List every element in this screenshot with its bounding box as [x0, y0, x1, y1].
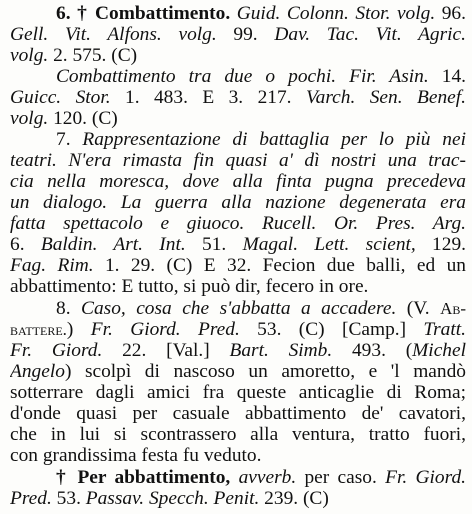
text-run: 8. — [56, 298, 82, 319]
text-line-8 — [10, 149, 466, 172]
text-run: ) — [66, 319, 91, 340]
text-run: Fr. Giord. — [10, 340, 103, 361]
text-line-22 — [10, 444, 466, 467]
text-run: Ab- — [440, 299, 466, 318]
text-line-1 — [56, 2, 466, 25]
text-run: Pred. — [10, 488, 52, 509]
text-run: Bart. Simb. — [229, 340, 333, 361]
text-run: battere. — [10, 320, 67, 339]
text-run: Magal. Lett. scient, — [242, 234, 416, 255]
text-run: 493. ( — [332, 340, 413, 361]
text-run: Fr. Giord. Pred. — [90, 319, 240, 340]
text-run: Angelo — [10, 361, 65, 382]
text-run: cia nella moresca, dove alla finta pugna precedeva — [10, 171, 466, 192]
text-run: Rappresentazione di battaglia per lo più nei — [82, 129, 466, 150]
text-run: 96. — [435, 3, 466, 24]
text-run: che in lui si scontrassero alla ventura, tratto fuori, — [10, 424, 466, 445]
text-run — [230, 467, 238, 488]
text-line-24 — [10, 487, 466, 510]
text-run: Passav. Specch. Penit. — [85, 488, 260, 509]
text-run: Dav. Tac. Vit. Agric. — [274, 24, 466, 45]
text-run: Tratt. — [423, 319, 466, 340]
text-run: 51. — [185, 234, 243, 255]
text-run: Baldin. Art. Int. — [40, 234, 186, 255]
text-line-14 — [10, 275, 466, 298]
text-run: volg. — [10, 108, 49, 129]
text-line-16 — [10, 318, 466, 341]
text-line-12 — [10, 233, 466, 256]
text-run: Caso, cosa che s'abbatta a accadere. — [81, 298, 397, 319]
text-run: 239. (C) — [259, 488, 329, 509]
text-run: 99. — [216, 24, 275, 45]
text-run: 6. — [10, 234, 41, 255]
text-run: 53. — [51, 488, 86, 509]
text-run: abbattimento: E tutto, si può dir, fecero in ore. — [10, 276, 369, 297]
text-run: (V. — [396, 298, 441, 319]
text-run: 1. 29. (C) E 32. Fecion due balli, ed un — [93, 255, 466, 276]
text-run: 14. — [428, 66, 466, 87]
text-run: teatri. N'era rimasta fin quasi a' dì nostri una trac- — [10, 150, 466, 171]
text-run: Combattimento tra due o pochi. — [56, 66, 337, 87]
text-run: 129. — [415, 234, 466, 255]
text-run: sotterrare dagli amici fra queste anticaglie di Roma; — [10, 382, 466, 403]
text-line-20 — [10, 402, 466, 425]
text-line-11 — [10, 212, 466, 235]
text-run: volg. — [10, 45, 49, 66]
text-run: 6. † Combattimento. — [56, 3, 231, 24]
text-line-19 — [10, 381, 466, 404]
text-line-2 — [10, 23, 466, 46]
text-run: Gell. Vit. Alfons. volg. — [10, 24, 217, 45]
text-line-15 — [56, 297, 466, 320]
text-line-10 — [10, 191, 466, 214]
text-run — [244, 213, 262, 234]
text-line-18 — [10, 360, 466, 383]
text-run: Varch. Sen. Benef. — [305, 87, 466, 108]
text-line-5 — [10, 86, 466, 109]
text-line-17 — [10, 339, 466, 362]
text-run: 2. 575. (C) — [48, 45, 138, 66]
text-run: 7. — [56, 129, 83, 150]
text-run: Michel — [412, 340, 466, 361]
text-run: † Per abbattimento, — [56, 467, 231, 488]
text-run — [336, 66, 349, 87]
text-run: Fr. Giord. — [385, 467, 466, 488]
text-run: 22. [Val.] — [102, 340, 230, 361]
text-line-7 — [56, 128, 466, 151]
text-line-21 — [10, 423, 466, 446]
text-run: un dialogo. La guerra alla nazione degenerata era — [10, 192, 466, 213]
text-run: con grandissima festa fu veduto. — [10, 445, 262, 466]
text-run: Rucell. Or. Pres. Arg. — [261, 213, 466, 234]
text-line-3 — [10, 44, 466, 67]
text-line-23 — [56, 466, 466, 489]
text-line-9 — [10, 170, 466, 193]
text-run: d'onde quasi per casuale abbattimento de' cavatori, — [10, 403, 466, 424]
text-run: Fir. Asin. — [349, 66, 429, 87]
text-run: 53. (C) [Camp.] — [239, 319, 424, 340]
text-run: Fag. Rim. — [10, 255, 94, 276]
text-run: per caso. — [296, 467, 386, 488]
text-run: 1. 483. E 3. 217. — [110, 87, 306, 108]
text-run: Guid. Colonn. Stor. volg. — [236, 3, 436, 24]
text-run: fatta spettacolo e giuoco. — [10, 213, 245, 234]
text-line-4 — [56, 65, 466, 88]
text-run: ) scolpì di nascoso un amoretto, e 'l mandò — [64, 361, 466, 382]
text-run: Guicc. Stor. — [10, 87, 111, 108]
text-line-13 — [10, 254, 466, 277]
text-run: 120. (C) — [48, 108, 118, 129]
text-run: avverb. — [238, 467, 297, 488]
text-line-6 — [10, 107, 466, 130]
